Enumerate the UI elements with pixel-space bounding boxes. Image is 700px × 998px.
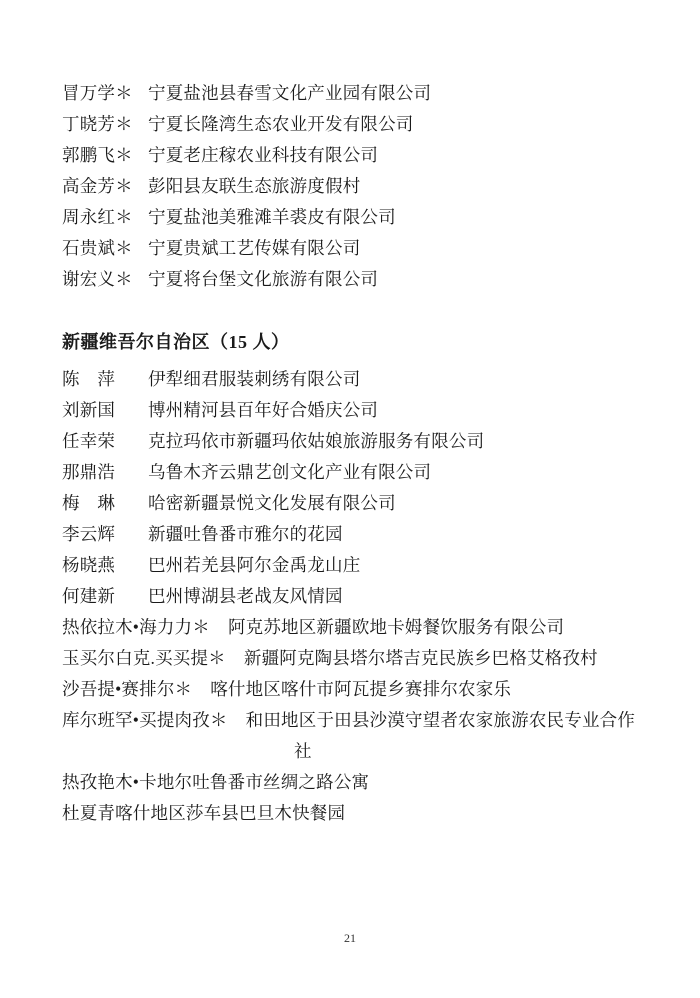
organization-name: 博州精河县百年好合婚庆公司 (148, 400, 379, 420)
person-name: 郭鹏飞＊ (62, 145, 133, 165)
person-name: 高金芳＊ (62, 176, 133, 196)
organization-name: 巴州博湖县老战友风情园 (148, 586, 343, 606)
organization-name: 伊犁细君服装刺绣有限公司 (148, 369, 361, 389)
list-item (62, 767, 638, 798)
person-name: 玉买尔白克.买买提＊ (62, 648, 226, 668)
list-item (62, 705, 638, 767)
person-name: 梅 琳 (62, 493, 116, 513)
list-item (62, 171, 638, 202)
organization-name: 和田地区于田县沙漠守望者农家旅游农民专业合作社 (245, 710, 636, 761)
list-item (62, 457, 638, 488)
person-name: 那鼎浩 (62, 462, 116, 482)
person-name: 冒万学＊ (62, 83, 133, 103)
organization-name: 宁夏将台堡文化旅游有限公司 (148, 269, 379, 289)
organization-name: 巴州若羌县阿尔金禹龙山庄 (148, 555, 361, 575)
list-item (62, 140, 638, 171)
list-item (62, 233, 638, 264)
organization-name: 宁夏长隆湾生态农业开发有限公司 (148, 114, 414, 134)
organization-name: 宁夏盐池美雅滩羊裘皮有限公司 (148, 207, 396, 227)
organization-name: 宁夏盐池县春雪文化产业园有限公司 (148, 83, 432, 103)
section-heading: 新疆维吾尔自治区（15 人） (62, 332, 290, 352)
list-item (62, 109, 638, 140)
list-item (62, 798, 638, 829)
person-name: 李云辉 (62, 524, 116, 544)
organization-name: 阿克苏地区新疆欧地卡姆餐饮服务有限公司 (227, 617, 565, 637)
organization-name: 新疆阿克陶县塔尔塔吉克民族乡巴格艾格孜村 (243, 648, 598, 668)
organization-name: 彭阳县友联生态旅游度假村 (148, 176, 361, 196)
person-name: 任幸荣 (62, 431, 116, 451)
organization-name: 喀什地区喀什市阿瓦提乡赛排尔农家乐 (210, 679, 512, 699)
person-name: 丁晓芳＊ (62, 114, 133, 134)
organization-name: 宁夏贵斌工艺传媒有限公司 (148, 238, 361, 258)
person-name: 库尔班罕•买提肉孜＊ (62, 710, 228, 730)
list-item (62, 78, 638, 109)
list-item (62, 395, 638, 426)
person-name: 杜夏青喀什地区莎车县巴旦木快餐园 (62, 803, 346, 823)
person-name: 热孜艳木•卡地尔吐鲁番市丝绸之路公寓 (62, 772, 370, 792)
organization-name: 哈密新疆景悦文化发展有限公司 (148, 493, 396, 513)
person-name: 陈 萍 (62, 369, 116, 389)
person-name: 何建新 (62, 586, 116, 606)
person-name: 周永红＊ (62, 207, 133, 227)
organization-name: 新疆吐鲁番市雅尔的花园 (148, 524, 343, 544)
person-name: 杨晓燕 (62, 555, 116, 575)
person-name: 石贵斌＊ (62, 238, 133, 258)
list-item (62, 364, 638, 395)
list-item (62, 426, 638, 457)
list-item (62, 674, 638, 705)
person-name: 谢宏义＊ (62, 269, 133, 289)
organization-name: 乌鲁木齐云鼎艺创文化产业有限公司 (148, 462, 432, 482)
person-name: 热依拉木•海力力＊ (62, 617, 210, 637)
page-number: 21 (344, 931, 356, 945)
list-item (62, 519, 638, 550)
name-list-xinjiang (62, 364, 638, 829)
list-item (62, 264, 638, 295)
person-name: 刘新国 (62, 400, 116, 420)
organization-name: 宁夏老庄稼农业科技有限公司 (148, 145, 379, 165)
list-item (62, 488, 638, 519)
organization-name: 克拉玛依市新疆玛依姑娘旅游服务有限公司 (148, 431, 485, 451)
list-item (62, 643, 638, 674)
list-item (62, 202, 638, 233)
name-list-ningxia (62, 78, 638, 295)
person-name: 沙吾提•赛排尔＊ (62, 679, 193, 699)
list-item (62, 550, 638, 581)
list-item (62, 612, 638, 643)
list-item (62, 581, 638, 612)
